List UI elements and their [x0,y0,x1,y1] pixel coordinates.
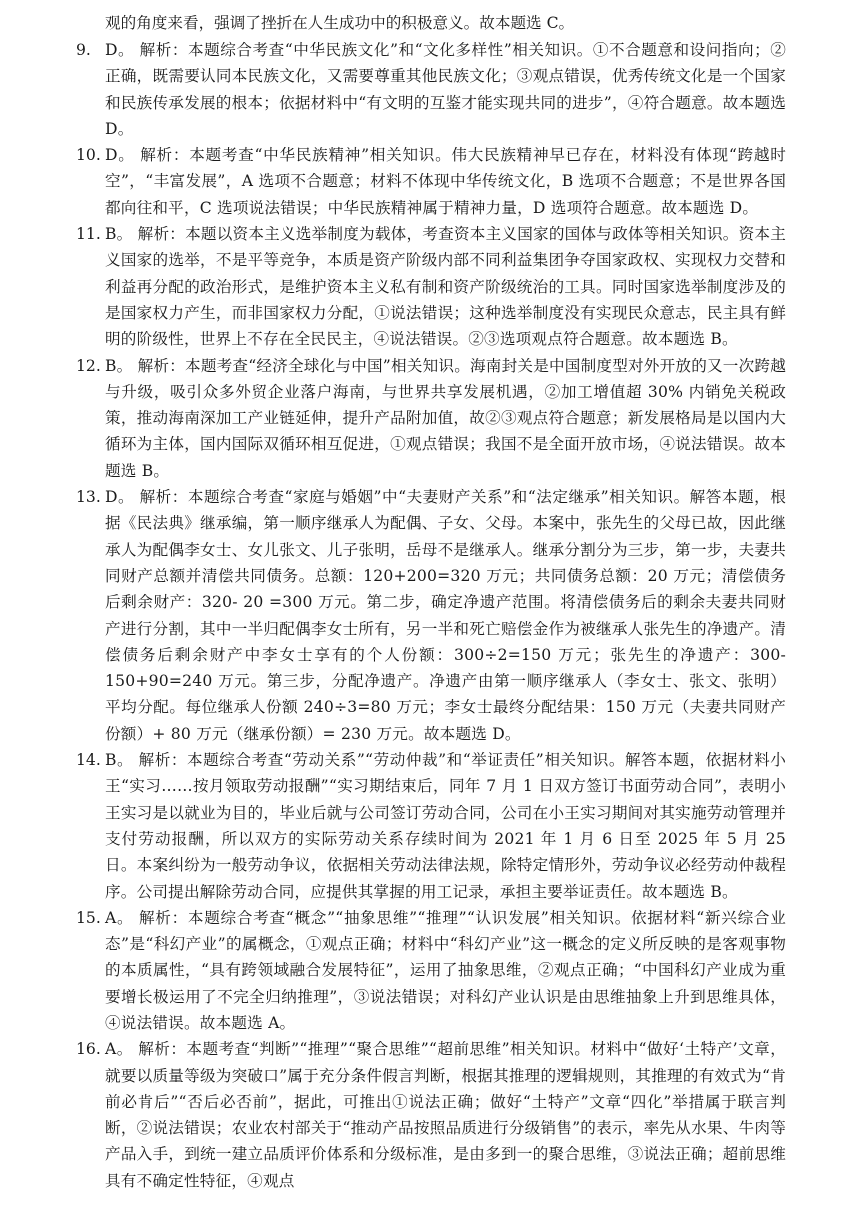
item-text: B。 解析：本题综合考查“劳动关系”“劳动仲裁”和“举证责任”相关知识。解答本题，依据材料小王“实习……按月领取劳动报酬”“实习期结束后，同年 7 月 1 日双方签订书面劳动合同”，表明小王实习是以就业为目的，毕业后就与公司签订劳动合同，公司在小王实习期间对其实施劳动管理并支付劳动报酬，所以双方的实际劳动关系存续时间为 2021 年 1 月 6 日至 2025 年 5 月 25 日。本案纠纷为一般劳动争议，依据相关劳动法律法规，除特定情形外，劳动争议必经劳动仲裁程序。公司提出解除劳动合同，应提供其掌握的用工记录，承担主要举证责任。故本题选 B。 [105,751,786,901]
answer-item-9 [76,37,786,142]
item-number: 15. [76,908,101,927]
answer-item-14 [76,747,786,905]
item-text: D。 解析：本题综合考查“家庭与婚姻”中“夫妻财产关系”和“法定继承”相关知识。解答本题，根据《民法典》继承编，第一顺序继承人为配偶、子女、父母。本案中，张先生的父母已故，因此继承人为配偶李女士、女儿张文、儿子张明，岳母不是继承人。继承分割分为三步，第一步，夫妻共同财产总额并清偿共同债务。总额：120+200=320 万元；共同债务总额：20 万元；清偿债务后剩余财产：320- 20 =300 万元。第二步，确定净遗产范围。将清偿债务后的剩余夫妻共同财产进行分割，其中一半归配偶李女士所有，另一半和死亡赔偿金作为被继承人张先生的净遗产。清偿债务后剩余财产中李女士享有的个人份额：300÷2=150 万元；张先生的净遗产：300-150+90=240 万元。第三步，分配净遗产。净遗产由第一顺序继承人（李女士、张文、张明）平均分配。每位继承人份额 240÷3=80 万元；李女士最终分配结果：150 万元（夫妻共同财产份额）+ 80 万元（继承份额）= 230 万元。故本题选 D。 [105,488,786,743]
answer-item-10 [76,142,786,221]
item-number: 13. [76,488,101,507]
item-text: B。 解析：本题考查“经济全球化与中国”相关知识。海南封关是中国制度型对外开放的又一次跨越与升级，吸引众多外贸企业落户海南，与世界共享发展机遇，②加工增值超 30% 内销免关税政策，推动海南深加工产业链延伸，提升产品附加值，故②③观点符合题意；新发展格局是以国内大循环为主体，国内国际双循环相互促进，①观点错误；我国不是全面开放市场，④说法错误。故本题选 B。 [105,356,786,480]
item-text: A。 解析：本题综合考查“概念”“抽象思维”“推理”“认识发展”相关知识。依据材料“新兴综合业态”是“科幻产业”的属概念，①观点正确；材料中“科幻产业”这一概念的定义所反映的是客观事物的本质属性，“具有跨领域融合发展特征”，运用了抽象思维，②观点正确；“中国科幻产业成为重要增长极运用了不完全归纳推理”，③说法错误；对科幻产业认识是由思维抽象上升到思维具体，④说法错误。故本题选 A。 [105,908,786,1032]
item-number: 16. [76,1040,101,1059]
answer-item-16 [76,1036,786,1194]
item-text: B。 解析：本题以资本主义选举制度为载体，考查资本主义国家的国体与政体等相关知识。资本主义国家的选举，不是平等竞争，本质是资产阶级内部不同利益集团争夺国家政权、实现权力交替和利益再分配的政治形式，是维护资本主义私有制和资产阶级统治的工具。同时国家选举制度涉及的是国家权力产生，而非国家权力分配，①说法错误；这种选举制度没有实现民众意志，民主具有鲜明的阶级性，世界上不存在全民民主，④说法错误。②③选项观点符合题意。故本题选 B。 [105,225,786,349]
answer-item-11 [76,221,786,352]
answer-list [76,37,786,1194]
answer-item-13 [76,484,786,747]
item-text: D。 解析：本题考查“中华民族精神”相关知识。伟大民族精神早已存在，材料没有体现“跨越时空”，“丰富发展”，A 选项不合题意；材料不体现中华传统文化，B 选项不合题意；不是世界各国都向往和平，C 选项说法错误；中华民族精神属于精神力量，D 选项符合题意。故本题选 D。 [105,146,786,217]
item-number: 10. [76,146,101,165]
item-text: A。 解析：本题考查“判断”“推理”“聚合思维”“超前思维”相关知识。材料中“做好‘土特产’文章，就要以质量等级为突破口”属于充分条件假言判断，根据其推理的逻辑规则，其推理的有效式为“肯前必肯后”“否后必否前”，据此，可推出①说法正确；做好“土特产”文章“四化”举措属于联言判断，②说法错误；农业农村部关于“推动产品按照品质进行分级销售”的表示，率先从水果、牛肉等产品入手，到统一建立品质评价体系和分级标准，是由多到一的聚合思维，③说法正确；超前思维具有不确定性特征，④观点 [105,1040,786,1190]
item-number: 14. [76,751,101,770]
continued-paragraph: 观的角度来看，强调了挫折在人生成功中的积极意义。故本题选 C。 [105,14,575,32]
item-number: 9. [76,41,91,59]
item-number: 11. [76,225,101,244]
item-text: D。 解析：本题综合考查“中华民族文化”和“文化多样性”相关知识。①不合题意和设问指向；②正确，既需要认同本民族文化，又需要尊重其他民族文化；③观点错误，优秀传统文化是一个国家和民族传承发展的根本；依据材料中“有文明的互鉴才能实现共同的进步”，④符合题意。故本题选 D。 [105,41,786,138]
answer-item-15 [76,905,786,1036]
item-number: 12. [76,356,101,375]
answer-item-12 [76,353,786,484]
